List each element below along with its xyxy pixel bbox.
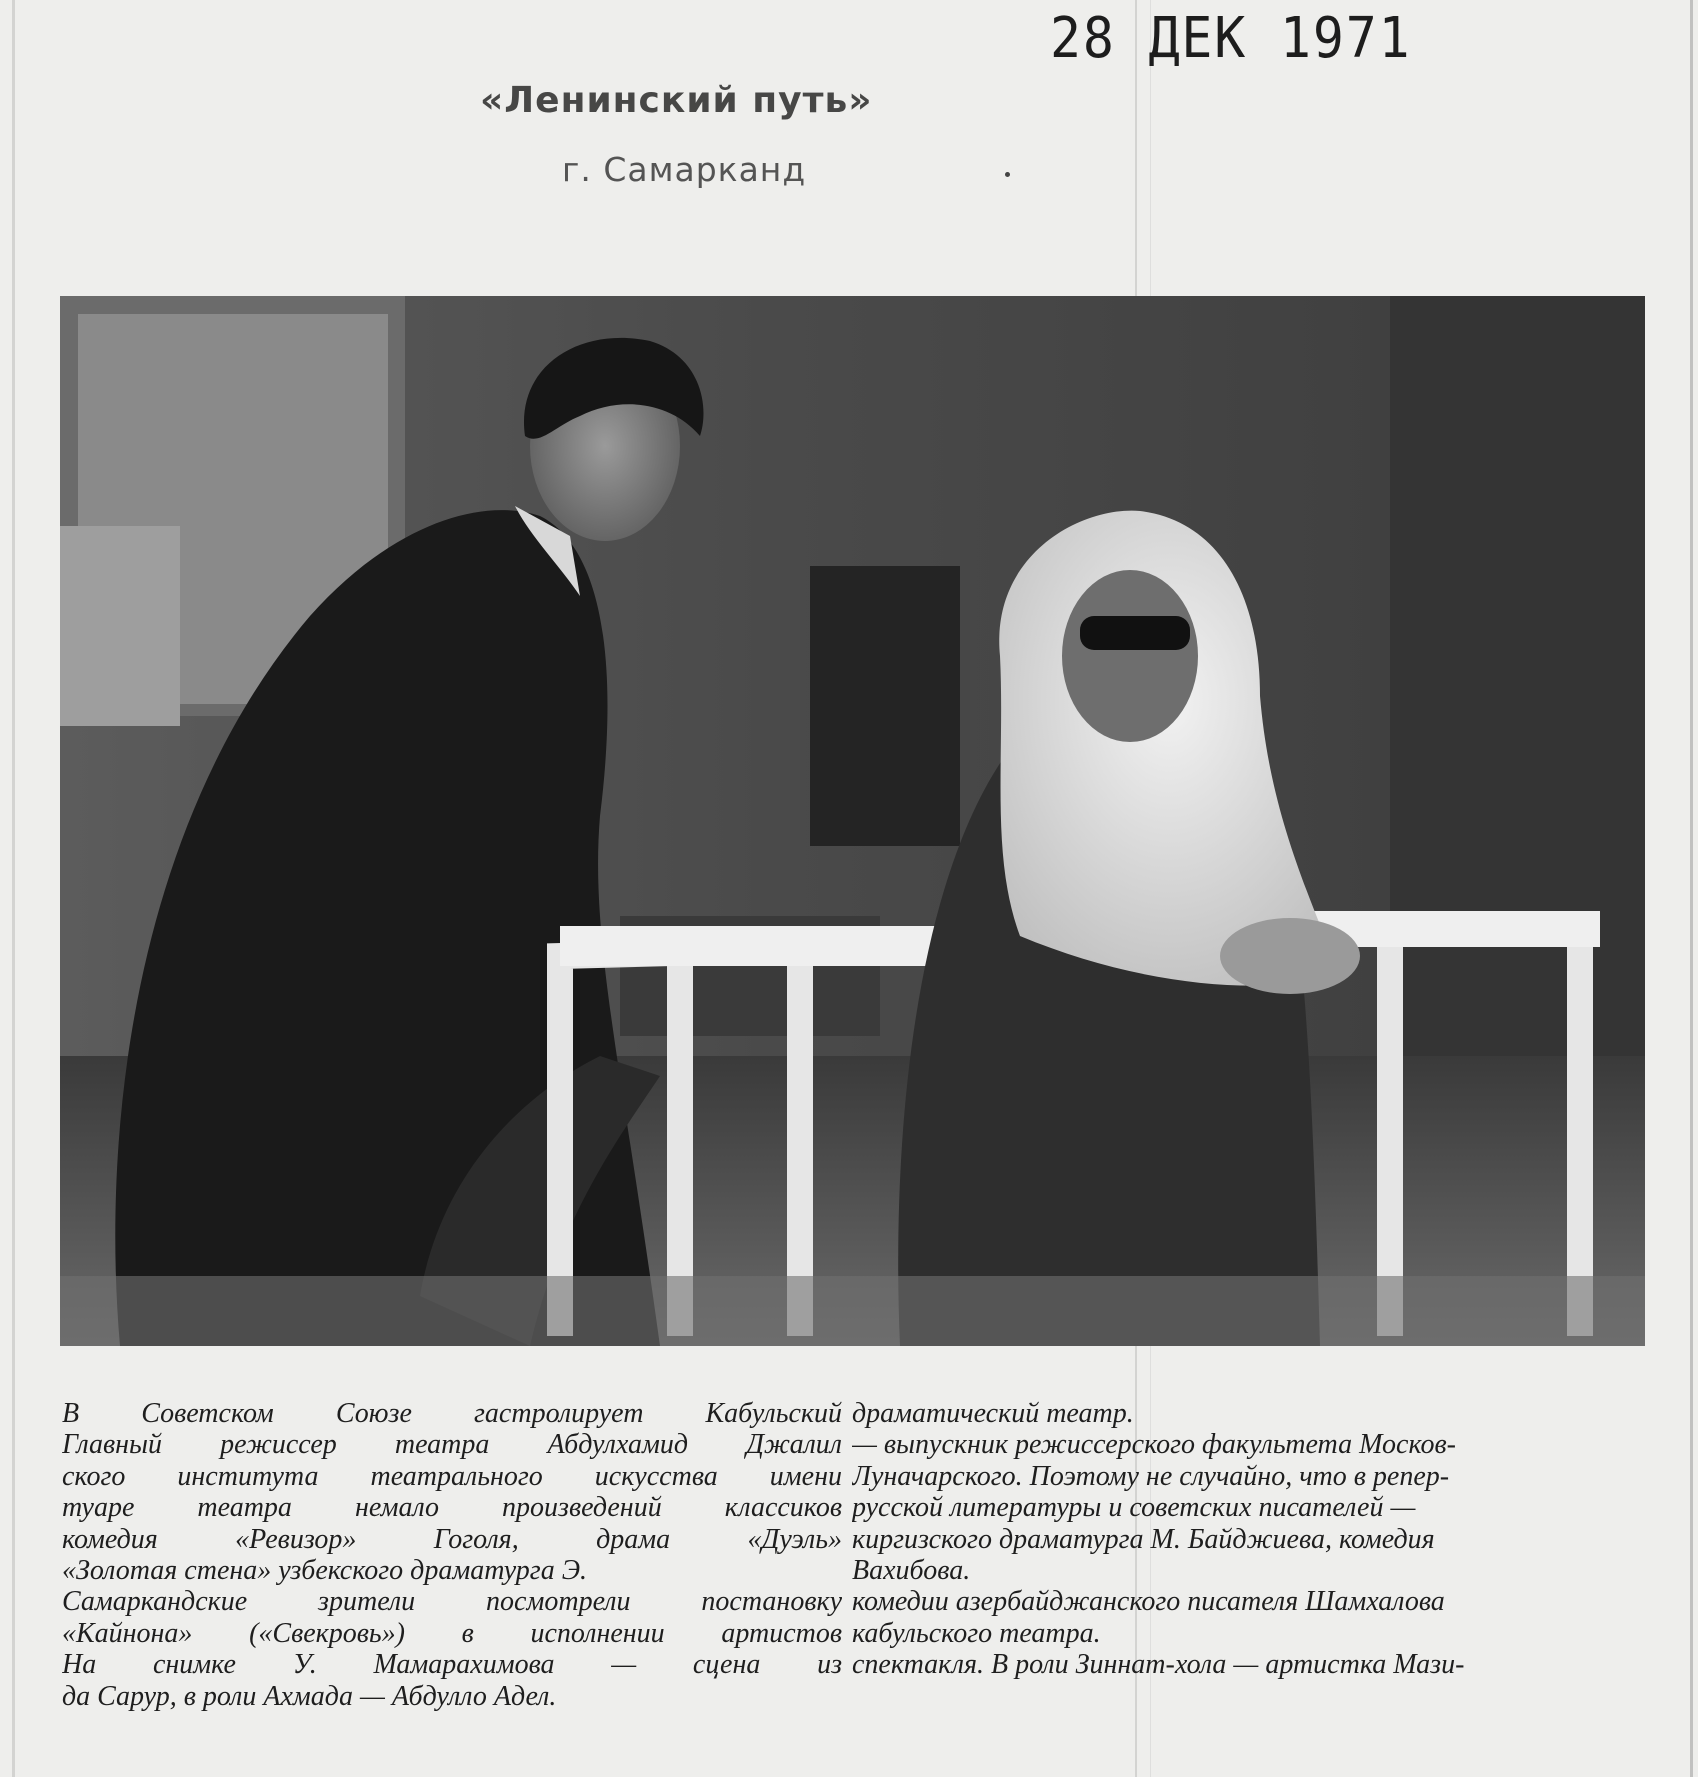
caption-left: туаре театра немало произведений классиков <box>62 1492 842 1524</box>
newspaper-name-stamp: «Ленинский путь» <box>480 80 873 121</box>
photo-illustration <box>60 296 1645 1346</box>
caption-line <box>62 1398 1692 1429</box>
caption-line <box>62 1681 1692 1712</box>
caption-left: «Золотая стена» узбекского драматурга Э. <box>62 1554 588 1586</box>
caption-right: — выпускник режиссерского факультета Москов- <box>852 1429 1456 1461</box>
photo-caption <box>62 1398 1692 1712</box>
city-stamp: г. Самарканд <box>562 150 807 189</box>
caption-line <box>62 1524 1692 1555</box>
caption-right: Вахибова. <box>852 1554 971 1586</box>
caption-left: Самаркандские зрители посмотрели постановку <box>62 1586 842 1618</box>
caption-left: В Советском Союзе гастролирует Кабульский <box>62 1398 842 1429</box>
caption-left: Главный режиссер театра Абдулхамид Джалил <box>62 1429 842 1461</box>
date-stamp: 28 ДЕК 1971 <box>1050 6 1412 71</box>
caption-right: комедии азербайджанского писателя Шамхалова <box>852 1586 1445 1618</box>
caption-line <box>62 1649 1692 1680</box>
caption-left: комедия «Ревизор» Гоголя, драма «Дуэль» <box>62 1523 842 1555</box>
caption-right: Луначарского. Поэтому не случайно, что в репер- <box>852 1460 1450 1492</box>
theatre-scene-photo <box>60 296 1645 1346</box>
caption-line <box>62 1429 1692 1460</box>
paper-edge <box>12 0 15 1777</box>
caption-line <box>62 1492 1692 1523</box>
caption-line <box>62 1586 1692 1617</box>
caption-right: русской литературы и советских писателей — <box>852 1492 1416 1524</box>
caption-right: драматический театр. <box>852 1398 1134 1429</box>
caption-line <box>62 1618 1692 1649</box>
caption-right: спектакля. В роли Зиннат-хола — артистка Мази- <box>852 1649 1465 1681</box>
caption-right: киргизского драматурга М. Байджиева, комедия <box>852 1523 1435 1555</box>
caption-right: кабульского театра. <box>852 1617 1101 1649</box>
caption-line <box>62 1555 1692 1586</box>
caption-left: да Сарур, в роли Ахмада — Абдулло Адел. <box>62 1680 557 1712</box>
caption-left: ского института театрального искусства имени <box>62 1460 842 1492</box>
caption-line <box>62 1461 1692 1492</box>
ink-speck <box>1005 172 1010 177</box>
caption-left: На снимке У. Мамарахимова — сцена из <box>62 1649 842 1681</box>
caption-left: «Кайнона» («Свекровь») в исполнении артистов <box>62 1617 842 1649</box>
